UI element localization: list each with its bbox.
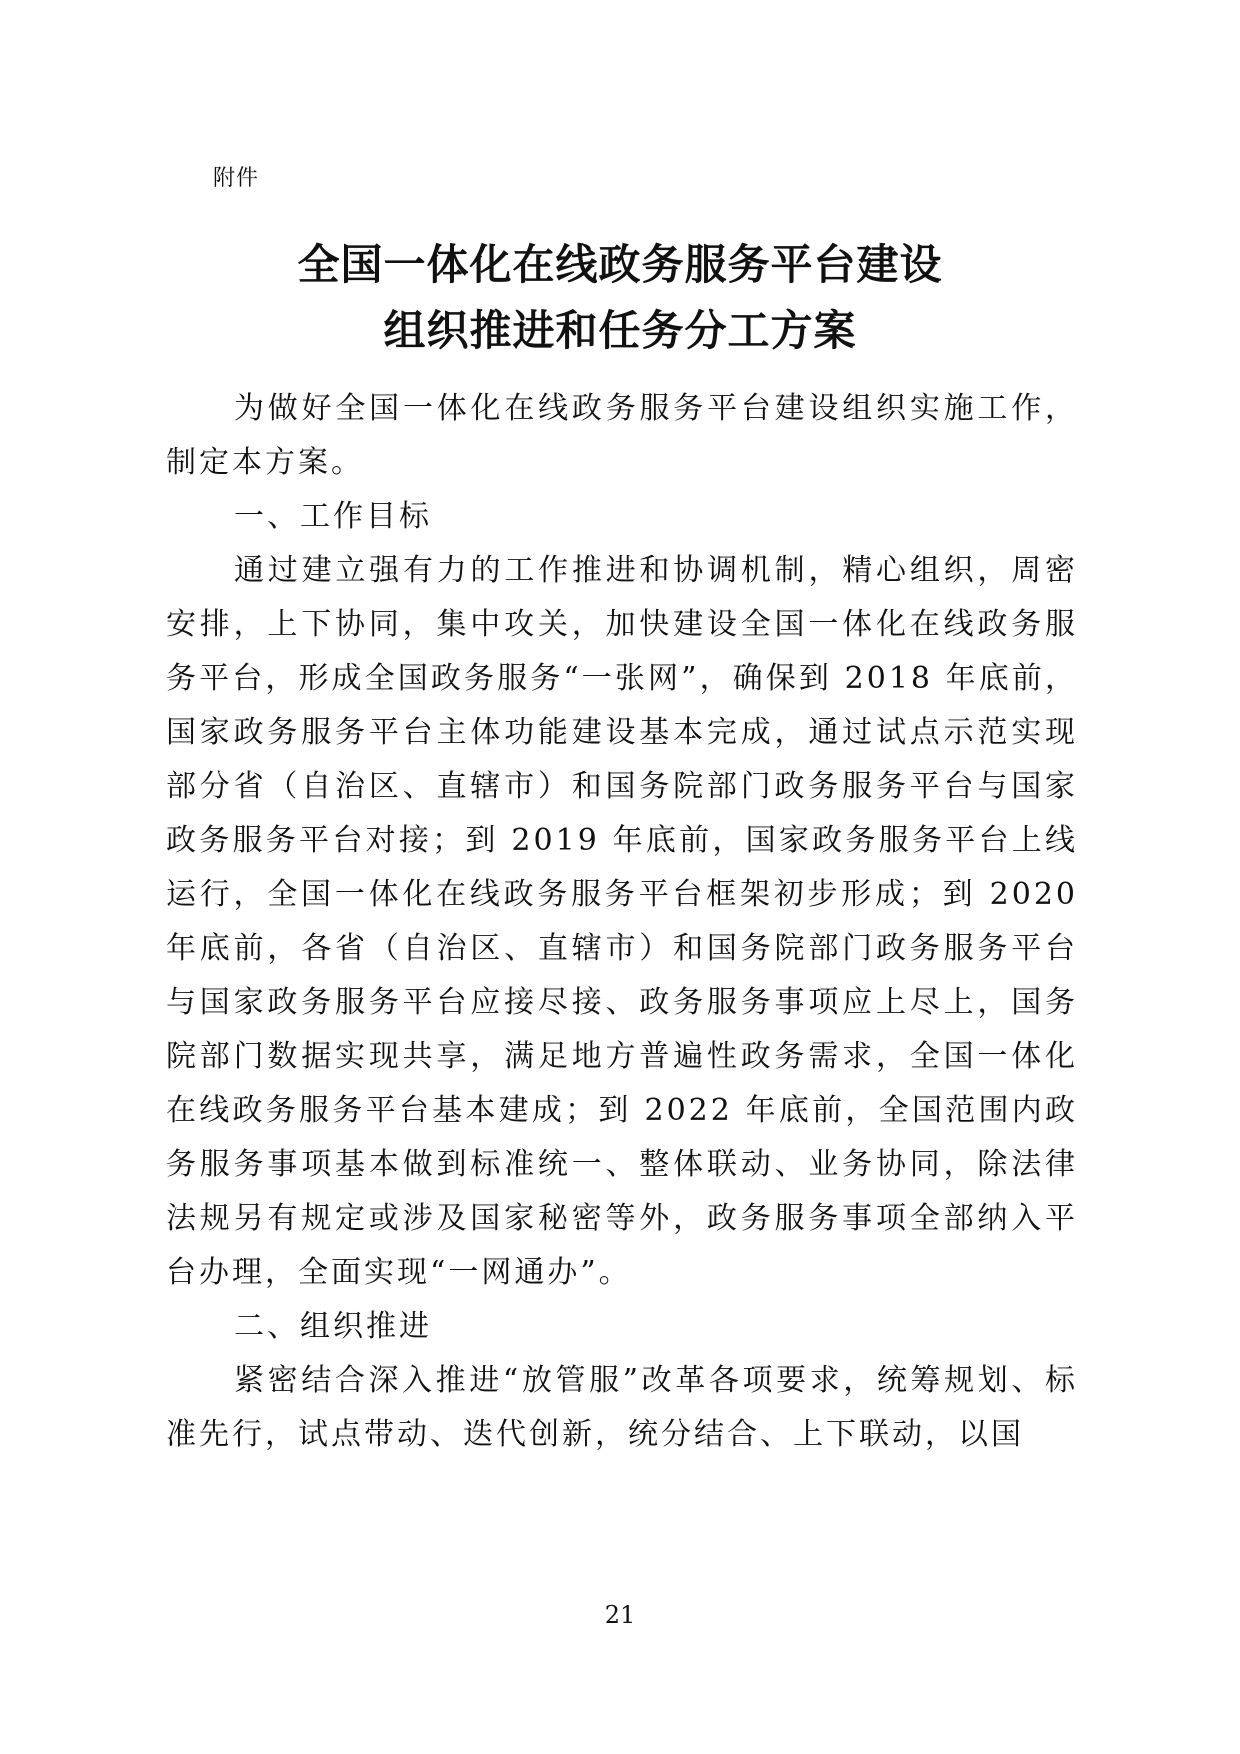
section-2-paragraph: 紧密结合深入推进“放管服”改革各项要求，统筹规划、标准先行，试点带动、迭代创新，统分结合、上下联动，以国 [166, 1363, 1078, 1452]
section-1-paragraph: 通过建立强有力的工作推进和协调机制，精心组织，周密安排，上下协同，集中攻关，加快建设全国一体化在线政务服务平台，形成全国政务服务“一张网”，确保到 2018 年底前，国家政务服务平台主体功能建设基本完成，通过试点示范实现部分省（自治区、直辖市）和国务院部门政务服务平台与国家政务服务平台对接；到 2019 年底前，国家政务服务平台上线运行，全国一体化在线政务服务平台框架初步形成；到 2020 年底前，各省（自治区、直辖市）和国务院部门政务服务平台与国家政务服务平台应接尽接、政务服务事项应上尽上，国务院部门数据实现共享，满足地方普遍性政务需求，全国一体化在线政务服务平台基本建成；到 2022 年底前，全国范围内政务服务事项基本做到标准统一、整体联动、业务协同，除法律法规另有规定或涉及国家秘密等外，政务服务事项全部纳入平台办理，全面实现“一网通办”。 [166, 553, 1078, 1290]
document-title-line-1: 全国一体化在线政务服务平台建设 [297, 240, 943, 289]
section-1-heading: 一、工作目标 [234, 499, 432, 534]
attachment-label: 附件 [213, 166, 260, 191]
document-title-line-2: 组织推进和任务分工方案 [383, 306, 857, 355]
intro-paragraph: 为做好全国一体化在线政务服务平台建设组织实施工作，制定本方案。 [166, 391, 1078, 480]
document-body [166, 382, 1078, 1462]
page-number: 21 [604, 1601, 636, 1629]
section-2-heading: 二、组织推进 [234, 1309, 432, 1344]
